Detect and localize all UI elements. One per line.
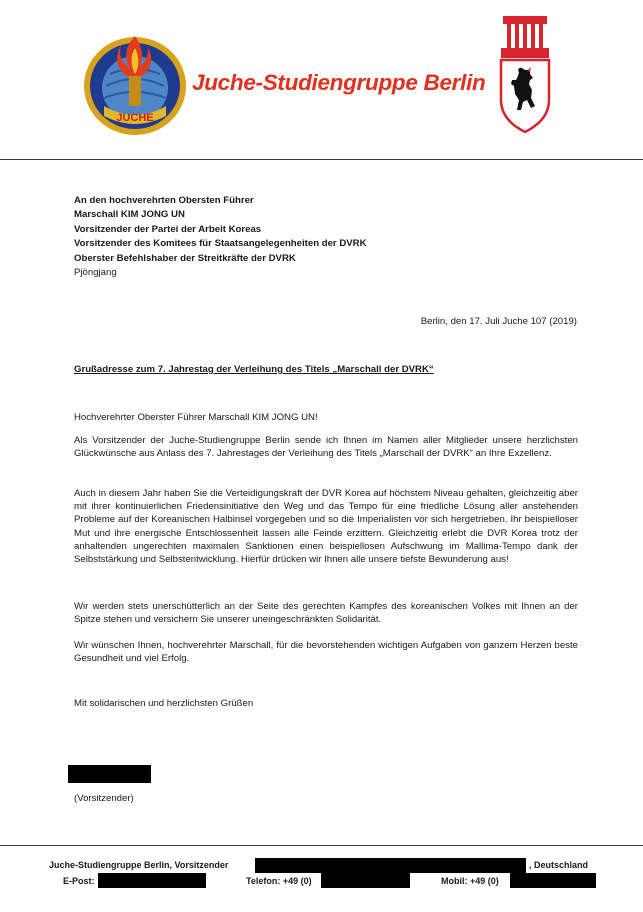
footer-mobile-label: Mobil: +49 (0) <box>441 876 499 886</box>
footer-org: Juche-Studiengruppe Berlin, Vorsitzender <box>49 860 229 870</box>
redacted-address <box>255 858 526 873</box>
footer-phone-label: Telefon: +49 (0) <box>246 876 312 886</box>
body-paragraph: Auch in diesem Jahr haben Sie die Verteidigungskraft der DVR Korea auf höchstem Niveau gehalten, gleichzeitig aber mit ihrer kontinuierlichen Friedensinitiative den Weg und das Tempo für eine friedliche Lösung aller anstehenden Probleme auf der Koreanischen Halbinsel vorgegeben und so die Imperialisten vor sich hergetrieben. Ihr beispielloser Mut und ihre energische Entschlossenheit lassen alle Feinde erzittern. Gleichzeitig erlebt die DVR Korea trotz der anhaltenden ungerechten maximalen Sanktionen einen beispiellosen Aufschwung im Mallima-Tempo dank der Selbststärkung und Selbstentwicklung. Hierfür drücken wir Ihnen alle unsere tiefste Bewunderung aus! <box>74 488 578 566</box>
letterhead <box>0 0 643 160</box>
signature-role: (Vorsitzender) <box>74 793 134 804</box>
addressee-line: Oberster Befehlshaber der Streitkräfte der DVRK <box>74 252 296 264</box>
header-divider <box>0 159 643 160</box>
redacted-signature <box>68 765 151 783</box>
salutation: Hochverehrter Oberster Führer Marschall KIM JONG UN! <box>74 412 318 423</box>
addressee-line: Vorsitzender der Partei der Arbeit Koreas <box>74 223 262 235</box>
redacted-email <box>98 873 206 888</box>
body-paragraph: Wir werden stets unerschütterlich an der Seite des gerechten Kampfes des koreanischen Volkes mit Ihnen an der Spitze stehen und versichern Sie unserer uneingeschränkten Solidarität. <box>74 601 578 626</box>
date-line: Berlin, den 17. Juli Juche 107 (2019) <box>420 316 577 327</box>
berlin-bear-crest <box>497 14 553 134</box>
body-paragraph: Als Vorsitzender der Juche-Studiengruppe Berlin sende ich Ihnen im Namen aller Mitglieder unsere herzlichsten Glückwünsche aus Anlass des 7. Jahrestages der Verleihung des Titels „Marschall der DVRK“ an Ihre Exzellenz. <box>74 435 578 460</box>
logo-lettering: JUCHE <box>116 112 154 124</box>
addressee-line: Marschall KIM JONG UN <box>74 209 185 221</box>
footer-divider <box>0 845 643 846</box>
addressee-line: An den hochverehrten Obersten Führer <box>74 195 254 206</box>
redacted-phone <box>321 873 410 888</box>
body-paragraph: Wir wünschen Ihnen, hochverehrter Marschall, für die bevorstehenden wichtigen Aufgaben von ganzem Herzen beste Gesundheit und viel Erfolg. <box>74 640 578 665</box>
footer-email-label: E-Post: <box>63 876 95 886</box>
closing-line: Mit solidarischen und herzlichsten Grüßen <box>74 698 254 709</box>
addressee-block <box>74 194 367 280</box>
juche-emblem-logo <box>82 28 188 136</box>
subject-line: Grußadresse zum 7. Jahrestag der Verleihung des Titels „Marschall der DVRK“ <box>74 364 434 375</box>
footer-country: , Deutschland <box>529 860 589 870</box>
addressee-line: Vorsitzender des Komitees für Staatsangelegenheiten der DVRK <box>74 238 367 250</box>
redacted-mobile <box>510 873 596 888</box>
org-title: Juche-Studiengruppe Berlin <box>192 70 486 95</box>
addressee-city: Pjöngjang <box>74 267 117 279</box>
